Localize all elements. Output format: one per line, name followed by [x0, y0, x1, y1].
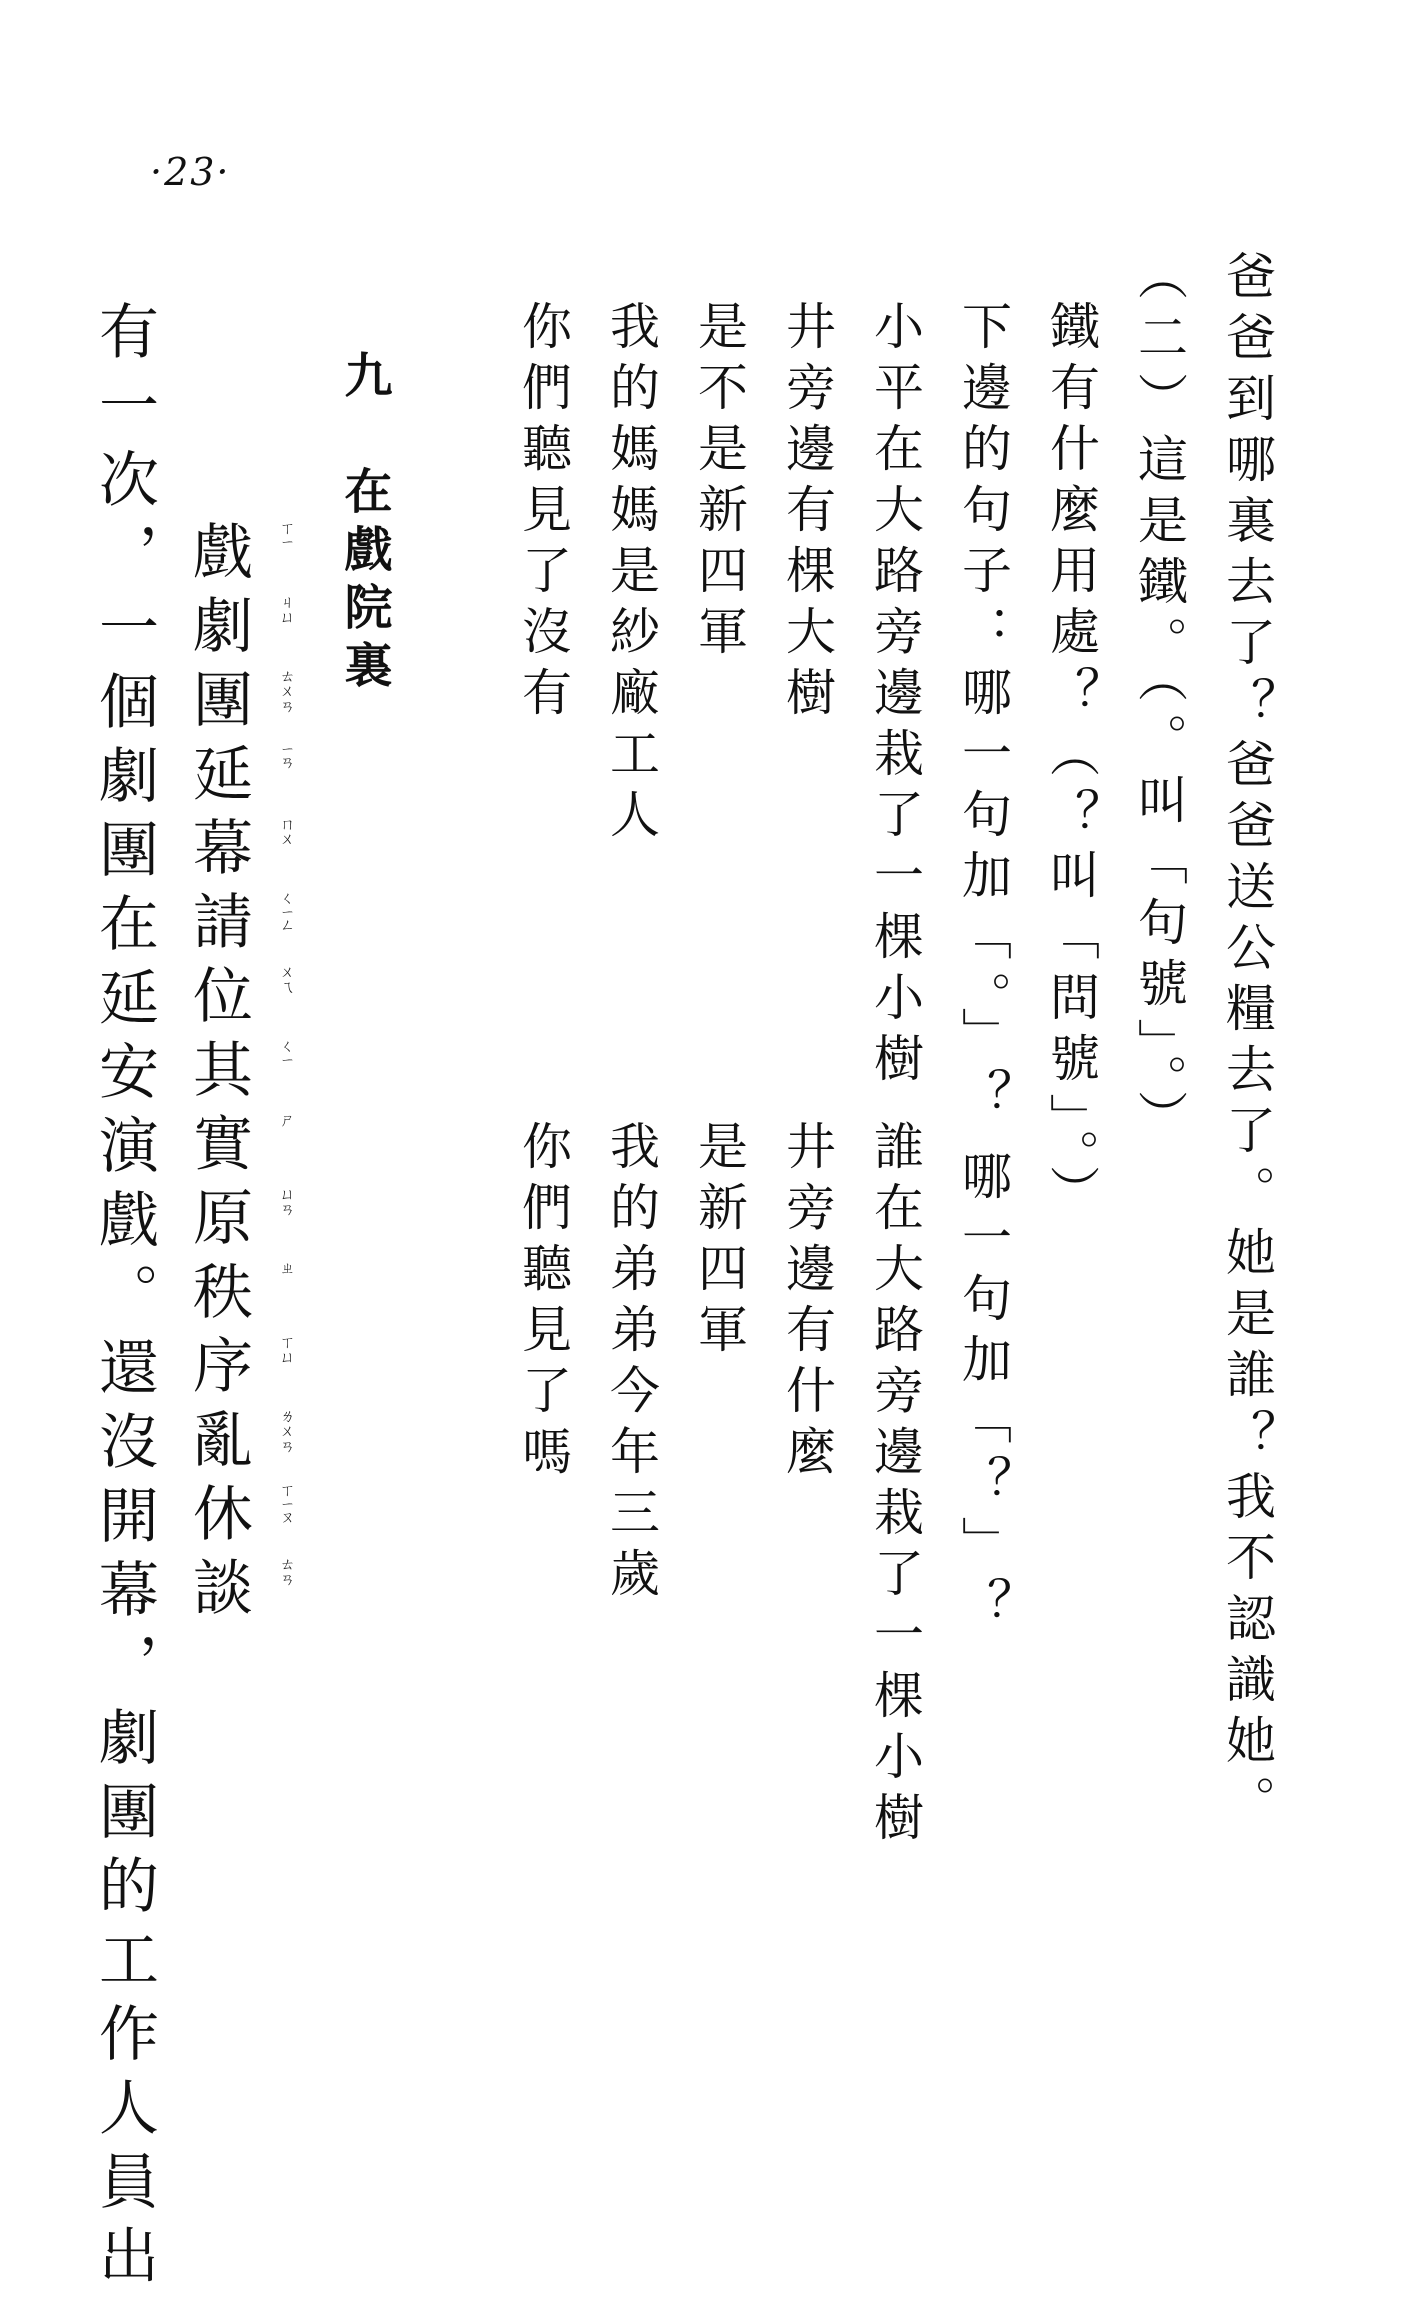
example-line-7: 是不是新四軍	[690, 300, 748, 666]
lesson-heading: 九 在戲院裏	[336, 350, 392, 698]
question-line-1: 哪一句加「？」？	[954, 1150, 1012, 1638]
vocab-line: 戲劇團延幕請位其實原秩序亂休談	[183, 520, 253, 1630]
story-line: 有一次，一個劇團在延安演戲。還沒開幕，劇團的工作人員出	[89, 300, 159, 2298]
zhuyin: ㄒㄧㄡ	[278, 1482, 296, 1524]
zhuyin: ㄇㄨ	[278, 816, 296, 846]
question-line-4: 是新四軍	[690, 1120, 748, 1364]
zhuyin: ㄓ	[278, 1260, 296, 1275]
zhuyin: ㄒㄩ	[278, 1334, 296, 1364]
question-line-6: 你們聽見了嗎	[514, 1120, 572, 1486]
example-line-6: 井旁邊有棵大樹	[778, 300, 836, 727]
zhuyin: ㄩㄢ	[278, 1186, 296, 1216]
example-line-8: 我的媽媽是紗廠工人	[602, 300, 660, 849]
zhuyin: ㄑㄧ	[278, 1038, 296, 1065]
zhuyin: ㄒㄧ	[278, 520, 296, 547]
zhuyin: ㄐㄩ	[278, 594, 296, 624]
example-line-2: （二）這是鐵。（。叫「句號」。）	[1130, 250, 1188, 1151]
zhuyin: ㄌㄨㄢ	[278, 1408, 296, 1453]
question-line-5: 我的弟弟今年三歲	[602, 1120, 660, 1608]
example-line-5: 小平在大路旁邊栽了一棵小樹	[866, 300, 924, 1093]
question-line-2: 誰在大路旁邊栽了一棵小樹	[866, 1120, 924, 1852]
zhuyin-annotations	[258, 520, 294, 1620]
example-line-3: 鐵有什麼用處？（？叫「問號」。）	[1042, 300, 1100, 1226]
zhuyin: ㄊㄢ	[278, 1556, 296, 1586]
question-line-3: 井旁邊有什麼	[778, 1120, 836, 1486]
zhuyin: ㄊㄨㄢ	[278, 668, 296, 713]
example-line-1: 爸爸到哪裏去了？爸爸送公糧去了。她是誰？我不認識她。	[1218, 250, 1276, 1836]
example-line-9: 你們聽見了沒有	[514, 300, 572, 727]
zhuyin: ㄧㄢ	[278, 742, 296, 769]
zhuyin: ㄨㄟ	[278, 964, 296, 994]
zhuyin: ㄑㄧㄥ	[278, 890, 296, 932]
zhuyin: ㄕ	[278, 1112, 296, 1127]
example-line-4: 下邊的句子：哪一句加「。」？	[954, 300, 1012, 1129]
page-number: ·23·	[150, 150, 231, 194]
